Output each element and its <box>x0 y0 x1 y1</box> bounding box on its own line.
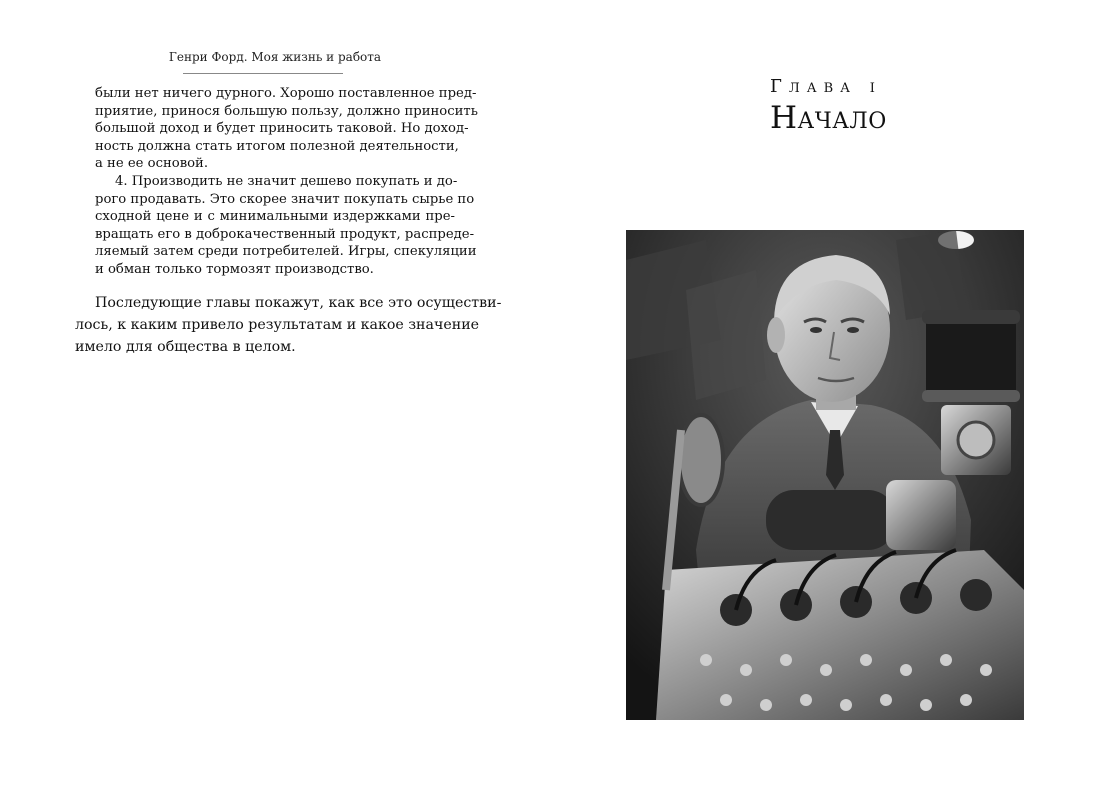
text-line: а не ее основой. <box>95 156 209 172</box>
text-line: рого продавать. Это скорее значит покупать сырье по <box>95 191 475 207</box>
text-line: ность должна стать итогом полезной деятельности, <box>95 138 459 154</box>
text-block-small <box>95 85 478 279</box>
text-line: и обман только тормозят производство. <box>95 261 374 277</box>
text-line: лось, к каким привело результатам и какое значение <box>75 317 480 333</box>
text-line: вращать его в доброкачественный продукт, распреде- <box>95 226 475 242</box>
text-line: 4. Производить не значит дешево покупать и до- <box>115 173 458 189</box>
text-line: Последующие главы покажут, как все это осуществи- <box>95 295 502 311</box>
text-line: были нет ничего дурного. Хорошо поставленное пред- <box>95 86 477 101</box>
text-line: сходной цене и с минимальными издержками пре- <box>95 209 455 225</box>
text-line: имело для общества в целом. <box>75 339 296 355</box>
right-page <box>550 0 1100 797</box>
text-line: ляемый затем среди потребителей. Игры, спекуляции <box>95 244 477 260</box>
text-block-body <box>75 292 502 358</box>
running-head-rule <box>183 73 343 74</box>
chapter-title: Начало <box>770 100 887 136</box>
portrait-photo-icon <box>626 230 1024 720</box>
chapter-label: Глава i <box>770 76 882 97</box>
text-line: большой доход и будет приносить таковой. Но доход- <box>95 121 469 137</box>
text-line: приятие, принося большую пользу, должно приносить <box>95 103 478 119</box>
running-head: Генри Форд. Моя жизнь и работа <box>168 50 382 64</box>
